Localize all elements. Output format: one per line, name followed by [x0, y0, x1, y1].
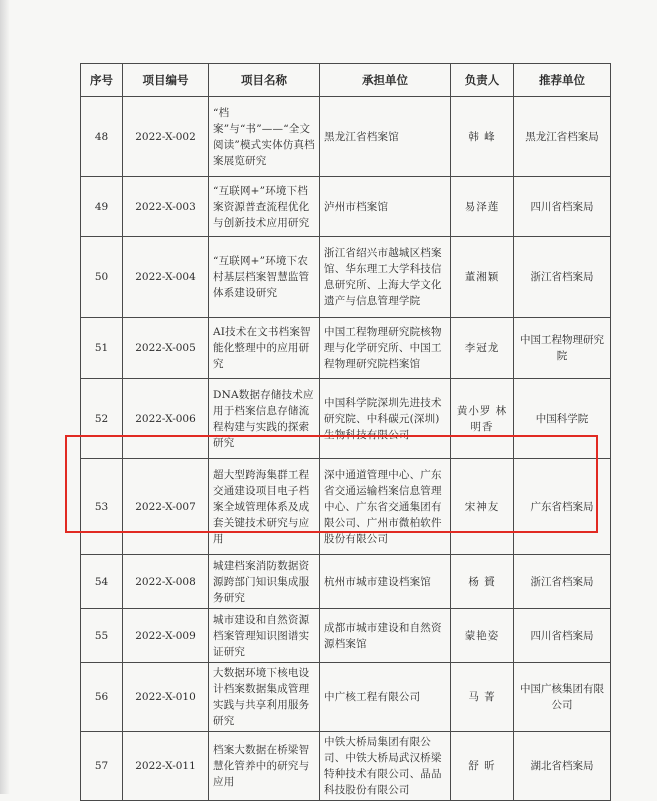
cell-num: 56 [81, 663, 123, 732]
cell-rec: 浙江省档案局 [514, 555, 611, 609]
cell-code: 2022-X-009 [123, 609, 209, 663]
cell-num: 50 [81, 237, 123, 318]
project-table [80, 63, 611, 801]
header-unit: 承担单位 [320, 64, 451, 97]
table-header-row [81, 64, 611, 97]
table-row [81, 555, 611, 609]
cell-unit: 成都市城市建设和自然资源档案馆 [320, 609, 451, 663]
cell-person: 韩 峰 [451, 97, 514, 177]
table-row [81, 663, 611, 732]
cell-rec: 四川省档案局 [514, 609, 611, 663]
cell-person: 黄小罗 林明香 [451, 379, 514, 459]
cell-code: 2022-X-006 [123, 379, 209, 459]
cell-num: 53 [81, 459, 123, 555]
cell-name: 超大型跨海集群工程交通建设项目电子档案全域管理体系及成套关键技术研究与应用 [209, 459, 320, 555]
cell-code: 2022-X-007 [123, 459, 209, 555]
table-row [81, 177, 611, 237]
table-row [81, 318, 611, 379]
cell-name: “档案”与“书”——“全文阅读”模式实体仿真档案展览研究 [209, 97, 320, 177]
cell-code: 2022-X-002 [123, 97, 209, 177]
cell-code: 2022-X-003 [123, 177, 209, 237]
cell-name: “互联网+”环境下档案资源普查流程优化与创新技术应用研究 [209, 177, 320, 237]
cell-code: 2022-X-010 [123, 663, 209, 732]
header-num: 序号 [81, 64, 123, 97]
header-name: 项目名称 [209, 64, 320, 97]
cell-name: 档案大数据在桥梁智慧化管养中的研究与应用 [209, 732, 320, 801]
cell-name: 城市建设和自然资源档案管理知识图谱实证研究 [209, 609, 320, 663]
cell-name: 大数据环境下核电设计档案数据集成管理实践与共享利用服务研究 [209, 663, 320, 732]
cell-rec: 四川省档案局 [514, 177, 611, 237]
table-row [81, 732, 611, 801]
cell-unit: 黑龙江省档案馆 [320, 97, 451, 177]
cell-unit: 中广核工程有限公司 [320, 663, 451, 732]
cell-name: 城建档案消防数据资源跨部门知识集成服务研究 [209, 555, 320, 609]
cell-person: 舒 昕 [451, 732, 514, 801]
cell-rec: 中国科学院 [514, 379, 611, 459]
cell-num: 54 [81, 555, 123, 609]
cell-name: DNA数据存储技术应用于档案信息存储流程构建与实践的探索研究 [209, 379, 320, 459]
cell-num: 51 [81, 318, 123, 379]
table-row [81, 97, 611, 177]
cell-person: 马 菁 [451, 663, 514, 732]
cell-name: AI技术在文书档案智能化整理中的应用研究 [209, 318, 320, 379]
cell-unit: 泸州市档案馆 [320, 177, 451, 237]
cell-rec: 中国广核集团有限公司 [514, 663, 611, 732]
cell-person: 李冠龙 [451, 318, 514, 379]
row-highlight-box [65, 435, 598, 533]
cell-num: 57 [81, 732, 123, 801]
cell-code: 2022-X-008 [123, 555, 209, 609]
page-edge-shadow [0, 0, 10, 794]
cell-unit: 杭州市城市建设档案馆 [320, 555, 451, 609]
header-person: 负责人 [451, 64, 514, 97]
cell-unit: 中国科学院深圳先进技术研究院、中科碳元(深圳)生物科技有限公司 [320, 379, 451, 459]
cell-person: 杨 贇 [451, 555, 514, 609]
header-code: 项目编号 [123, 64, 209, 97]
cell-code: 2022-X-004 [123, 237, 209, 318]
cell-num: 49 [81, 177, 123, 237]
header-rec: 推荐单位 [514, 64, 611, 97]
cell-unit: 深中通道管理中心、广东省交通运输档案信息管理中心、广东省交通集团有限公司、广州市微柏软件股份有限公司 [320, 459, 451, 555]
table-row [81, 237, 611, 318]
cell-rec: 浙江省档案局 [514, 237, 611, 318]
cell-person: 董湘颖 [451, 237, 514, 318]
cell-person: 易泽莲 [451, 177, 514, 237]
cell-code: 2022-X-005 [123, 318, 209, 379]
document-page [80, 63, 610, 801]
cell-rec: 湖北省档案局 [514, 732, 611, 801]
cell-num: 52 [81, 379, 123, 459]
cell-unit: 中国工程物理研究院核物理与化学研究所、中国工程物理研究院档案馆 [320, 318, 451, 379]
cell-rec: 黑龙江省档案局 [514, 97, 611, 177]
cell-person: 宋神友 [451, 459, 514, 555]
cell-rec: 广东省档案局 [514, 459, 611, 555]
cell-unit: 浙江省绍兴市越城区档案馆、华东理工大学科技信息研究所、上海大学文化遗产与信息管理学院 [320, 237, 451, 318]
cell-code: 2022-X-011 [123, 732, 209, 801]
cell-person: 蒙艳姿 [451, 609, 514, 663]
cell-name: “互联网+”环境下农村基层档案智慧监管体系建设研究 [209, 237, 320, 318]
table-row [81, 609, 611, 663]
cell-unit: 中铁大桥局集团有限公司、中铁大桥局武汉桥梁特种技术有限公司、晶品科技股份有限公司 [320, 732, 451, 801]
cell-rec: 中国工程物理研究院 [514, 318, 611, 379]
cell-num: 48 [81, 97, 123, 177]
cell-num: 55 [81, 609, 123, 663]
